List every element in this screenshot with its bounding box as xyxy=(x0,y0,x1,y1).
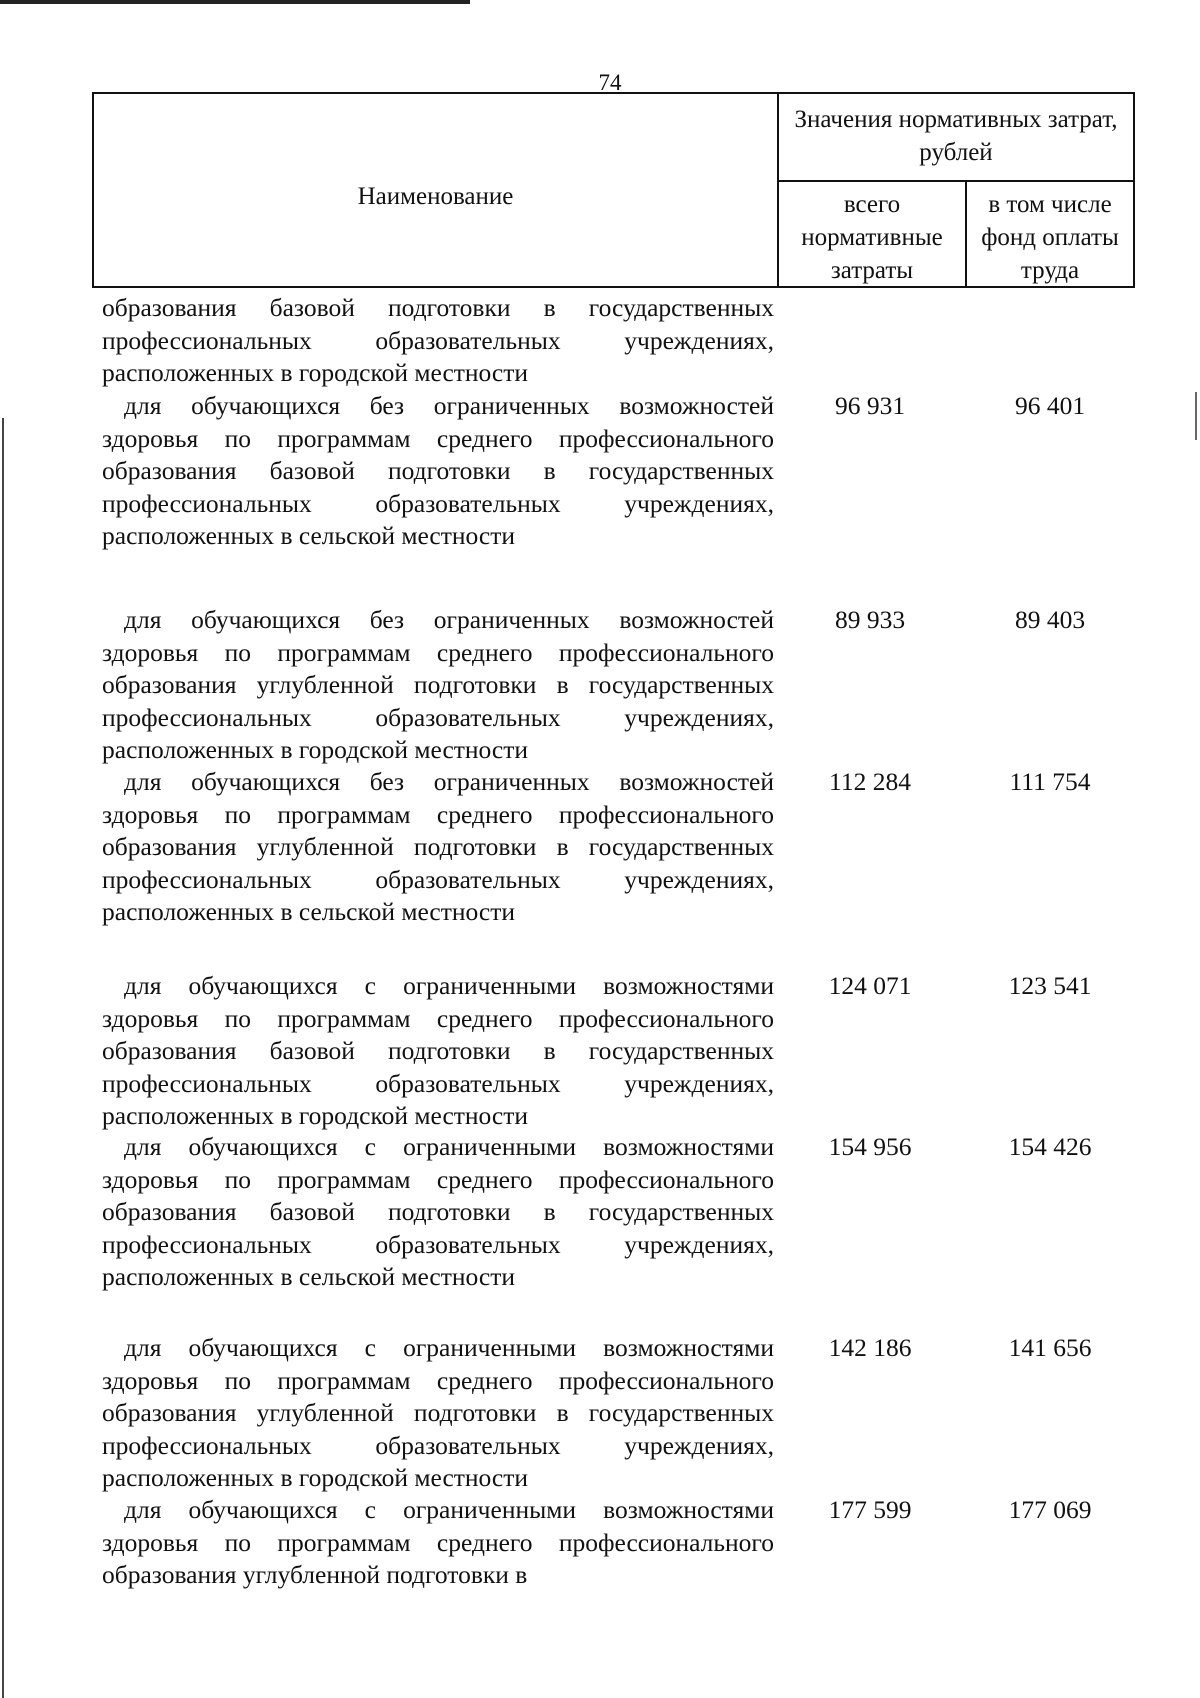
row-description: для обучающихся без ограниченных возможностей здоровья по программам среднего профессионального образования базовой подготовки в государственных профессиональных образовательных учреждениях, расположенных в сельской местности xyxy=(102,391,774,550)
row-description: для обучающихся с ограниченными возможностями здоровья по программам среднего профессионального образования углубленной подготовки в xyxy=(102,1495,774,1589)
row-description: для обучающихся без ограниченных возможностей здоровья по программам среднего профессионального образования углубленной подготовки в государственных профессиональных образовательных учреждениях, расположенных в городской местности xyxy=(102,605,774,764)
row-description: для обучающихся без ограниченных возможностей здоровья по программам среднего профессионального образования углубленной подготовки в государственных профессиональных образовательных учреждениях, расположенных в сельской местности xyxy=(102,767,774,926)
row-payroll-value: 89 403 xyxy=(1014,605,1086,634)
scan-edge-top xyxy=(0,0,470,4)
row-total-value: 177 599 xyxy=(828,1495,912,1524)
row-payroll-value: 154 426 xyxy=(1008,1132,1092,1161)
row-payroll-value: 111 754 xyxy=(1009,767,1091,796)
table-header xyxy=(92,92,1135,288)
page-number: 74 xyxy=(598,70,622,95)
row-payroll-value: 177 069 xyxy=(1008,1495,1092,1524)
row-total-value: 89 933 xyxy=(834,605,906,634)
scan-edge-left xyxy=(2,418,4,1698)
row-total-value: 142 186 xyxy=(828,1333,912,1362)
row-payroll-value: 141 656 xyxy=(1008,1333,1092,1362)
row-payroll-value: 96 401 xyxy=(1014,391,1086,420)
row-total-value: 112 284 xyxy=(829,767,911,796)
row-description: для обучающихся с ограниченными возможностями здоровья по программам среднего профессионального образования базовой подготовки в государственных профессиональных образовательных учреждениях, расположенных в городской местности xyxy=(102,971,774,1130)
row-description: для обучающихся с ограниченными возможностями здоровья по программам среднего профессионального образования базовой подготовки в государственных профессиональных образовательных учреждениях, расположенных в сельской местности xyxy=(102,1132,774,1291)
row-total-value: 124 071 xyxy=(828,971,912,1000)
row-total-value: 154 956 xyxy=(828,1132,912,1161)
header-divider-horizontal xyxy=(777,180,1133,182)
continuation-text: образования базовой подготовки в государственных профессиональных образовательных учреждениях, расположенных в городской местности xyxy=(102,293,774,387)
header-payroll-column: в том числе фонд оплаты труда xyxy=(981,191,1119,284)
header-name-column: Наименование xyxy=(357,183,514,210)
row-description: для обучающихся с ограниченными возможностями здоровья по программам среднего профессионального образования углубленной подготовки в государственных профессиональных образовательных учреждениях, расположенных в городской местности xyxy=(102,1333,774,1492)
row-payroll-value: 123 541 xyxy=(1008,971,1092,1000)
scan-edge-right xyxy=(1195,392,1197,440)
header-values-group: Значения нормативных затрат, рублей xyxy=(794,106,1118,166)
row-total-value: 96 931 xyxy=(834,391,906,420)
header-total-column: всего нормативные затраты xyxy=(801,191,943,284)
